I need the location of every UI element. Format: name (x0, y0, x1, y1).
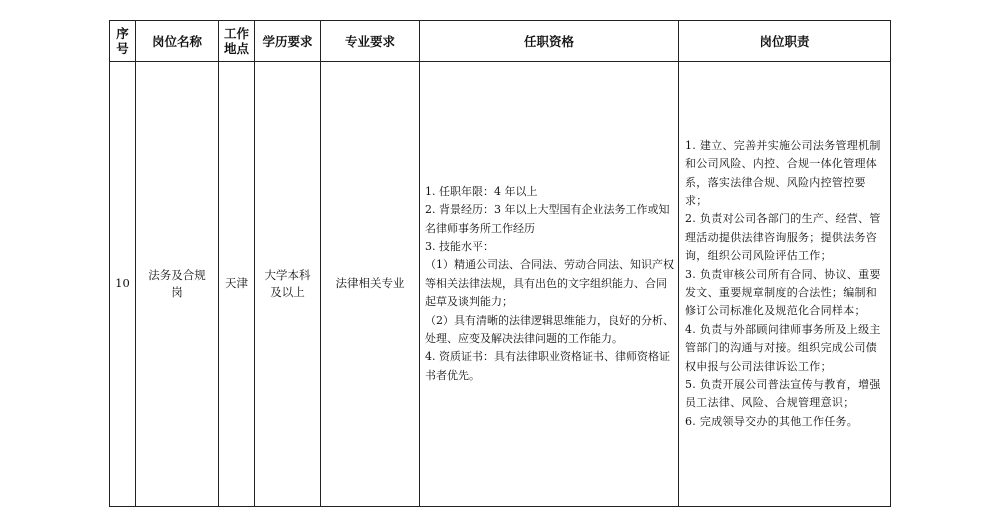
cell-location: 天津 (219, 62, 255, 507)
job-requirements-table (109, 20, 891, 507)
header-major: 专业要求 (321, 21, 420, 62)
cell-duties: 1. 建立、完善并实施公司法务管理机制和公司风险、内控、合规一体化管理体系，落实法律合规、风险内控管控要求； 2. 负责对公司各部门的生产、经营、管理活动提供法律咨询服务；提供法务咨询，组织公司风险评估工作； 3. 负责审核公司所有合同、协议、重要发文、重要规章制度的合法性；编制和修订公司标准化及规范化合同样本； 4. 负责与外部顾问律师事务所及上级主管部门的沟通与对接。组织完成公司债权申报与公司法律诉讼工作； 5. 负责开展公司普法宣传与教育，增强员工法律、风险、合规管理意识； 6. 完成领导交办的其他工作任务。 (679, 62, 891, 507)
table-row (110, 62, 891, 507)
header-location: 工作 地点 (219, 21, 255, 62)
cell-education: 大学本科及以上 (255, 62, 321, 507)
header-seq: 序 号 (110, 21, 136, 62)
header-education: 学历要求 (255, 21, 321, 62)
header-duties: 岗位职责 (679, 21, 891, 62)
cell-major: 法律相关专业 (321, 62, 420, 507)
cell-seq: 10 (110, 62, 136, 507)
header-row (110, 21, 891, 62)
cell-position: 法务及合规岗 (136, 62, 219, 507)
header-position: 岗位名称 (136, 21, 219, 62)
header-qualifications: 任职资格 (420, 21, 679, 62)
cell-qualifications: 1. 任职年限：4 年以上 2. 背景经历：3 年以上大型国有企业法务工作或知名律师事务所工作经历 3. 技能水平： （1）精通公司法、合同法、劳动合同法、知识产权等相关法律法规，具有出色的文字组织能力、合同起草及谈判能力； （2）具有清晰的法律逻辑思维能力，良好的分析、处理、应变及解决法律问题的工作能力。 4. 资质证书：具有法律职业资格证书、律师资格证书者优先。 (420, 62, 679, 507)
